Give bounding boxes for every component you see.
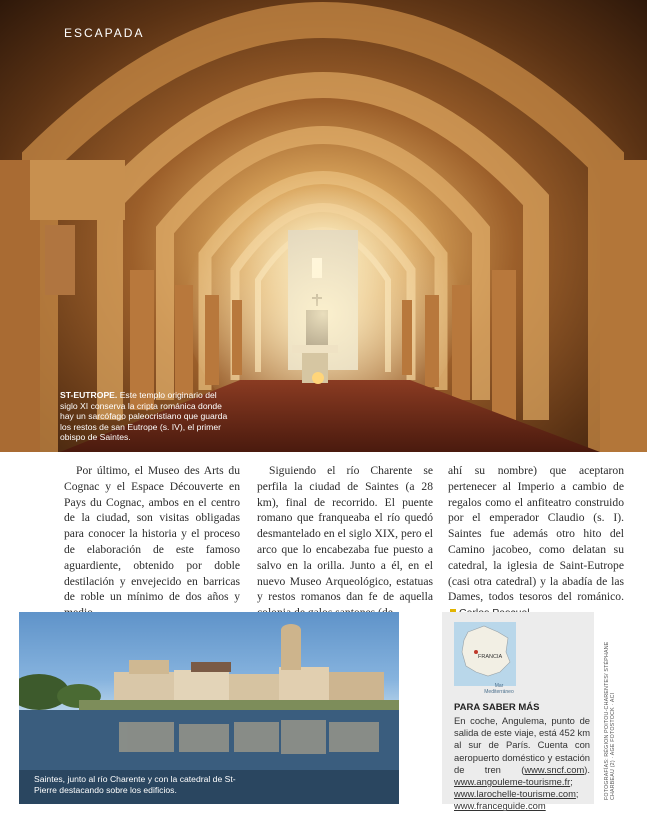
photo-credit: FOTOGRAFÍAS: RÉGION POITOU-CHARENTES/ STÉPHANE CHARBEAU (2) · AGE FOTOSTOCK · ACI <box>604 641 617 800</box>
info-box-text <box>454 715 590 813</box>
hero-caption <box>60 390 230 443</box>
info-box <box>442 612 594 812</box>
link-angouleme[interactable]: www.angouleme-tourisme.fr <box>454 776 571 788</box>
article-column-3-text: ahí su nombre) que aceptaron pertenecer al Imperio a cambio de regalos como el anfiteatro construido por el emperador Claudio (s. I). Saintes fue además otro hito del Camino jacobeo, como delatan su catedral, la iglesia de Saint-Eutrope (casi otra catedral) y la abadía de las Dames, todos tesoros del románico. <box>448 464 624 604</box>
info-mid: ). <box>584 763 590 775</box>
link-larochelle[interactable]: www.larochelle-tourisme.com <box>454 788 576 800</box>
section-label: ESCAPADA <box>64 26 145 40</box>
france-map <box>454 622 516 695</box>
hero-caption-lead: ST-EUTROPE. <box>60 390 118 400</box>
info-intro: En coche, Angulema, punto de salida de este viaje, está 452 km al sur de París. Cuenta con aeropuerto doméstico y estación de tren ( <box>454 715 591 775</box>
article-column-3 <box>448 463 624 622</box>
info-sep-2: ; <box>575 788 579 800</box>
link-franceguide[interactable]: www.franceguide.com <box>454 800 546 812</box>
link-sncf[interactable]: www.sncf.com <box>524 763 585 775</box>
info-sep-1: ; <box>570 776 573 788</box>
map-label-sea: Mar Mediterráneo <box>484 683 514 695</box>
hero-caption-text: Este templo originario del siglo XI conserva la cripta románica donde hay un sarcófago paleocristiano que guarda los restos de san Eutrope (s. IV), el primer obispo de Saintes. <box>60 390 228 443</box>
saintes-photo <box>19 612 399 804</box>
map-label-country: FRANCIA <box>478 654 503 660</box>
photo2-caption: Saintes, junto al río Charente y con la catedral de St-Pierre destacando sobre los edificios. <box>34 774 236 795</box>
info-box-title: PARA SABER MÁS <box>454 702 540 713</box>
article-column-2: Siguiendo el río Charente se perfila la ciudad de Saintes (a 28 km), final de recorrido. El puente romano que franqueaba el río quedó desmantelado en el siglo XIX, pero el arco que lo encabezaba fue puesto a salvo en la orilla. Junto a él, en el nuevo Museo Arqueológico, estatuas y restos romanos dan fe de aquella <box>257 464 433 604</box>
article-column-1: Por último, el Museo des Arts du Cognac y el Espace Découverte en Pays du Cognac, ambos en el centro de la ciudad, son visitas obligadas para conocer la historia y el proceso de elaboración de este famoso aguardiente, obtenido por doble destilación y envejecido en barricas de roble un mínimo de dos años y <box>64 464 240 604</box>
